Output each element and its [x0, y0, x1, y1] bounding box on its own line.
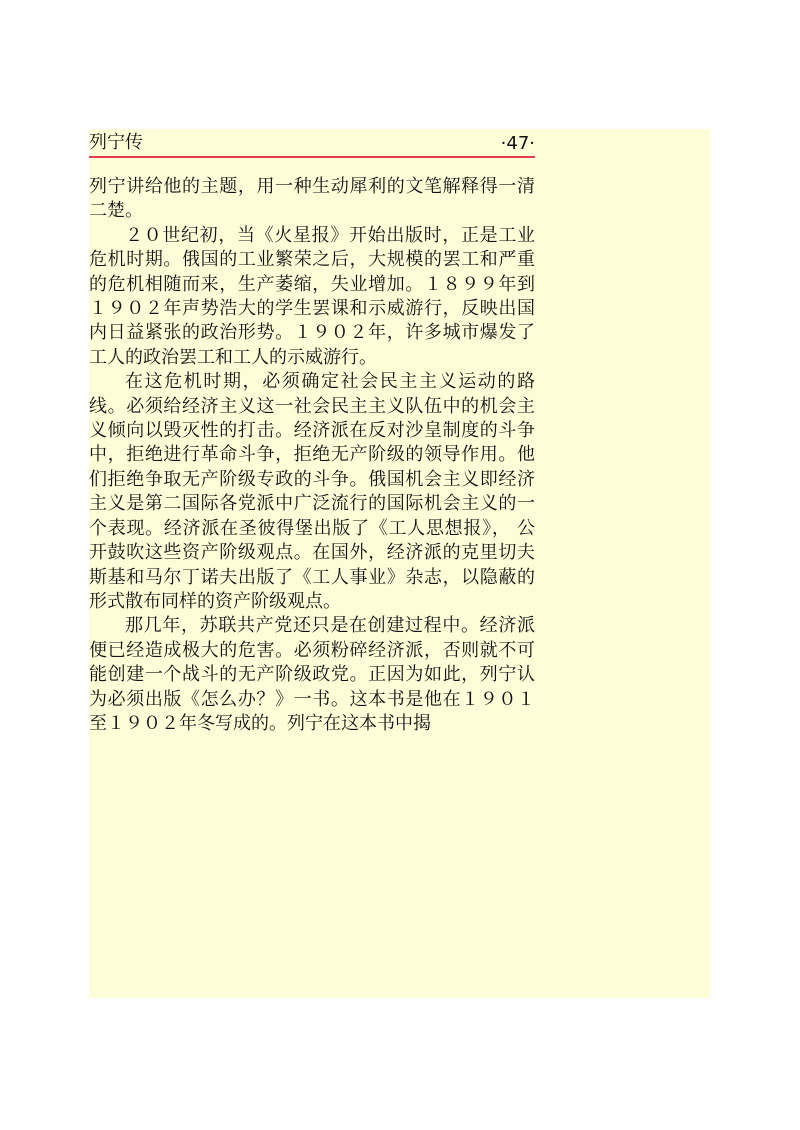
- paragraph-continued: 列宁讲给他的主题，用一种生动犀利的文笔解释得一清二楚。: [89, 176, 535, 222]
- header-rule: [89, 156, 535, 158]
- running-title: 列宁传: [89, 132, 143, 153]
- body-text: [89, 175, 535, 736]
- page-number: ·47·: [500, 133, 535, 154]
- paragraph: 在这危机时期，必须确定社会民主主义运动的路线。必须给经济主义这一社会民主主义队伍中的机会主义倾向以毁灭性的打击。经济派在反对沙皇制度的斗争中，拒绝进行革命斗争，拒绝无产阶级的领导作用。他们拒绝争取无产阶级专政的斗争。俄国机会主义即经济主义是第二国际各党派中广泛流行的国际机会主义的一个表现。经济派在圣彼得堡出版了《工人思想报》， 公开鼓吹这些资产阶级观点。在国外，经济派的克里切夫斯基和马尔丁诺夫出版了《工人事业》杂志，以隐蔽的形式散布同样的资产阶级观点。: [89, 371, 535, 612]
- paragraph: 那几年，苏联共产党还只是在创建过程中。经济派便已经造成极大的危害。必须粉碎经济派，否则就不可能创建一个战斗的无产阶级政党。正因为如此，列宁认为必须出版《怎么办？》一书。这本书是他在１９０１至１９０２年冬写成的。列宁在这本书中揭: [89, 615, 535, 734]
- paragraph: ２０世纪初，当《火星报》开始出版时，正是工业危机时期。俄国的工业繁荣之后，大规模的罢工和严重的危机相随而来，生产萎缩，失业增加。１８９９年到１９０２年声势浩大的学生罢课和示威游行，反映出国内日益紧张的政治形势。１９０２年，许多城市爆发了工人的政治罢工和工人的示威游行。: [89, 224, 535, 368]
- running-header: [89, 128, 535, 158]
